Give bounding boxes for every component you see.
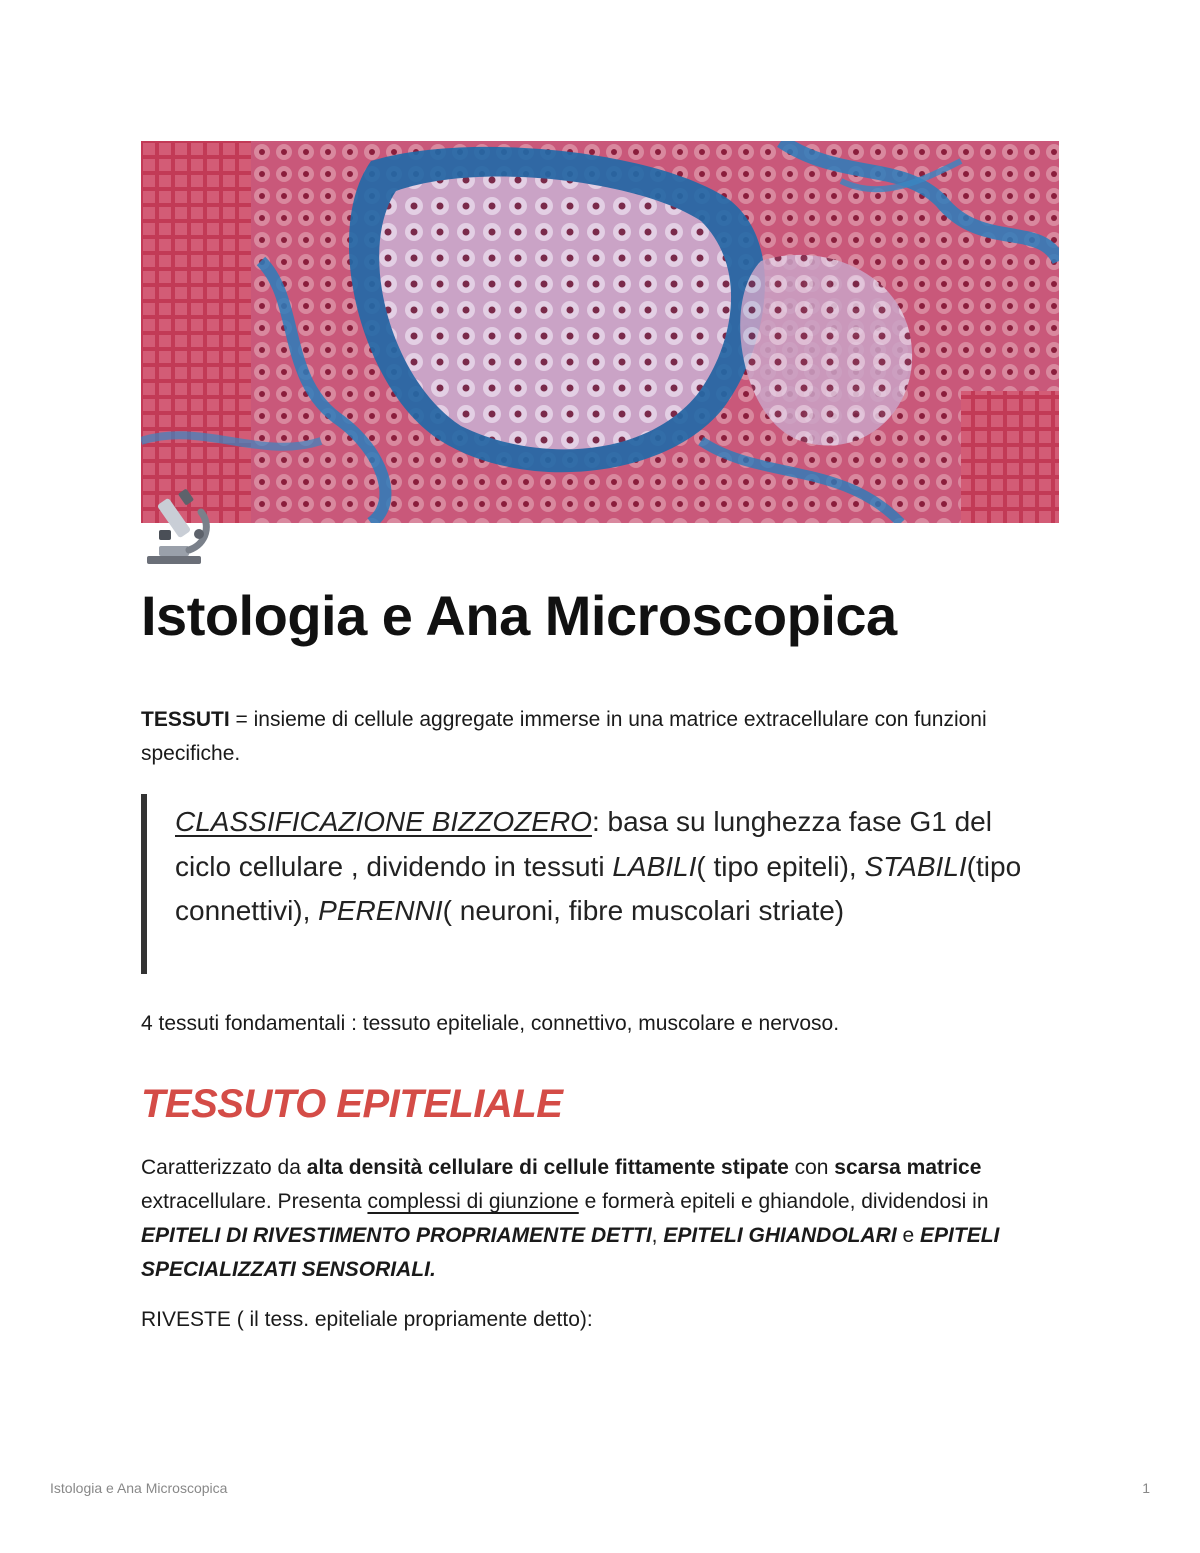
bold-run: scarsa matrice [834,1156,982,1179]
microscope-icon [141,486,223,568]
quote-part: ( neuroni, fibre muscolari striate) [442,895,845,926]
intro-term: TESSUTI [141,708,230,731]
riveste-paragraph: RIVESTE ( il tess. epiteliale propriamente detto): [141,1308,593,1331]
fundamentals-paragraph: 4 tessuti fondamentali : tessuto epiteliale, connettivo, muscolare e nervoso. [141,1012,840,1035]
intro-text: = insieme di cellule aggregate immerse in una matrice extracellulare con funzioni specifiche. [141,708,987,765]
bold-italic-run: EPITELI DI RIVESTIMENTO PROPRIAMENTE DETTI [141,1224,652,1247]
underlined-run: complessi di giunzione [367,1190,579,1213]
page-number: 1 [1142,1480,1150,1496]
epitelio-paragraph [141,1151,1059,1287]
quote-part: ( tipo epiteli), [696,850,865,882]
intro-paragraph [141,703,1059,771]
page-title: Istologia e Ana Microscopica [141,584,897,647]
text-run: extracellulare. Presenta [141,1190,368,1213]
section-heading: TESSUTO EPITELIALE [141,1082,563,1126]
quote-labili: LABILI [612,850,697,882]
text-run: con [788,1156,835,1179]
cover-image [141,141,1059,523]
quote-part: : basa su lunghezza fase G1 del ciclo cellulare , dividendo in tessuti [175,806,992,882]
quote-bar [141,794,147,974]
bold-italic-run: EPITELI SPECIALIZZATI SENSORIALI. [141,1224,1000,1281]
quote-perenni: PERENNI [318,895,443,926]
text-run: , [651,1224,664,1247]
quote-stabili: STABILI [864,850,967,882]
text-run: e [896,1224,921,1247]
footer-title: Istologia e Ana Microscopica [50,1480,228,1496]
bold-italic-run: EPITELI GHIANDOLARI [663,1224,897,1247]
quote-block [141,794,1059,974]
bold-run: alta densità cellulare di cellule fittamente stipate [306,1156,789,1179]
quote-bizzozero: CLASSIFICAZIONE BIZZOZERO [175,806,592,837]
quote-text [175,800,1035,934]
text-run: e formerà epiteli e ghiandole, dividendosi in [578,1190,989,1213]
quote-part: (tipo connettivi), [175,850,1022,926]
text-run: Caratterizzato da [141,1156,307,1179]
